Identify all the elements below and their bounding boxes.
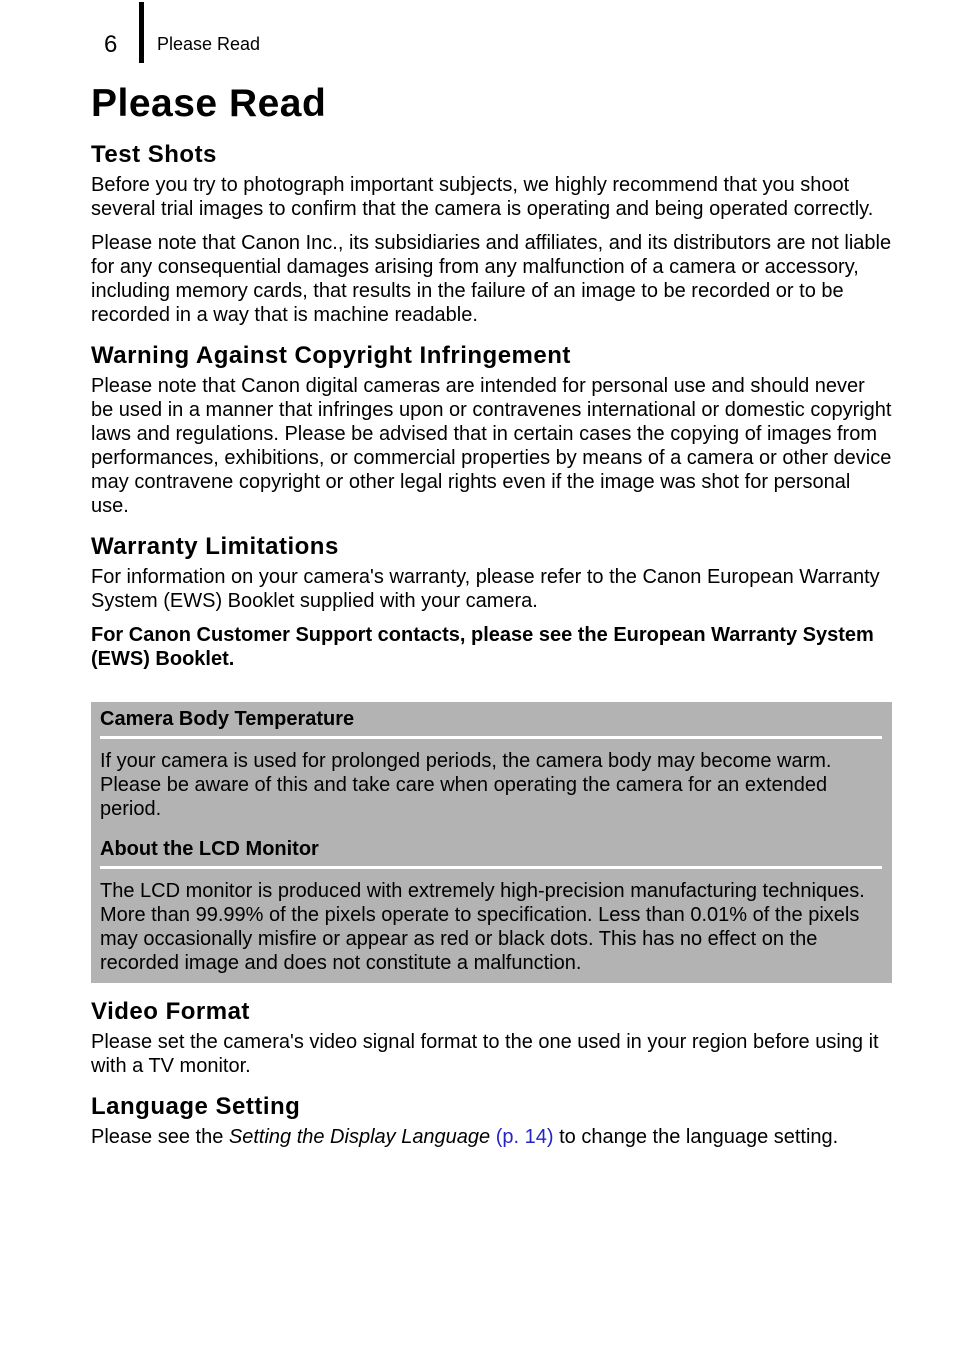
warranty-paragraph-1: For information on your camera's warranty, please refer to the Canon European Warranty System (EWS) Booklet supplied with your camera. xyxy=(91,566,880,612)
page-title: Please Read xyxy=(91,82,327,125)
running-head: Please Read xyxy=(157,34,261,54)
language-text-before: Please see the xyxy=(91,1126,229,1148)
page-number: 6 xyxy=(104,31,118,58)
test-shots-paragraph-2: Please note that Canon Inc., its subsidiaries and affiliates, and its distributors are not liable for any consequential damages arising from any malfunction of a camera or accessory, including memory cards, that results in the failure of an image to be recorded or to be recorded in a way that is machine readable. xyxy=(91,232,892,326)
heading-language: Language Setting xyxy=(91,1093,301,1120)
header-divider xyxy=(139,2,144,63)
language-reference-title: Setting the Display Language xyxy=(228,1126,491,1148)
heading-video-format: Video Format xyxy=(91,998,250,1025)
copyright-paragraph: Please note that Canon digital cameras are intended for personal use and should never be used in a manner that infringes upon or contravenes international or domestic copyright laws and regulations. Please be advised that in certain cases the copying of images from performances, exhibitions, or commercial properties by means of a camera or other device may contravene copyright or other legal rights even if the image was shot for personal use. xyxy=(91,375,892,517)
note-title-lcd: About the LCD Monitor xyxy=(100,838,319,860)
heading-warranty: Warranty Limitations xyxy=(91,533,339,560)
note-text-camera-body: If your camera is used for prolonged periods, the camera body may become warm. Please be aware of this and take care when operating the camera for an extended period. xyxy=(100,750,832,820)
note-text-lcd: The LCD monitor is produced with extremely high-precision manufacturing techniques. More than 99.99% of the pixels operate to specification. Less than 0.01% of the pixels may occasionally misfire or appear as red or black dots. This has no effect on the recorded image and does not constitute a malfunction. xyxy=(100,880,865,974)
language-text-after: to change the language setting. xyxy=(553,1126,839,1148)
note-box xyxy=(91,702,892,983)
page-content xyxy=(91,78,892,1159)
warranty-paragraph-2: For Canon Customer Support contacts, please see the European Warranty System (EWS) Booklet. xyxy=(91,624,874,670)
note-title-camera-body: Camera Body Temperature xyxy=(100,708,355,730)
heading-test-shots: Test Shots xyxy=(91,141,217,168)
heading-copyright: Warning Against Copyright Infringement xyxy=(91,342,571,369)
note-divider xyxy=(100,866,882,869)
test-shots-paragraph-1: Before you try to photograph important subjects, we highly recommend that you shoot several trial images to confirm that the camera is operating and being operated correctly. xyxy=(91,174,874,220)
video-format-paragraph: Please set the camera's video signal format to the one used in your region before using it with a TV monitor. xyxy=(91,1031,879,1077)
page-reference-link[interactable]: (p. 14) xyxy=(495,1126,554,1148)
note-divider xyxy=(100,736,882,739)
language-paragraph xyxy=(91,1125,892,1149)
